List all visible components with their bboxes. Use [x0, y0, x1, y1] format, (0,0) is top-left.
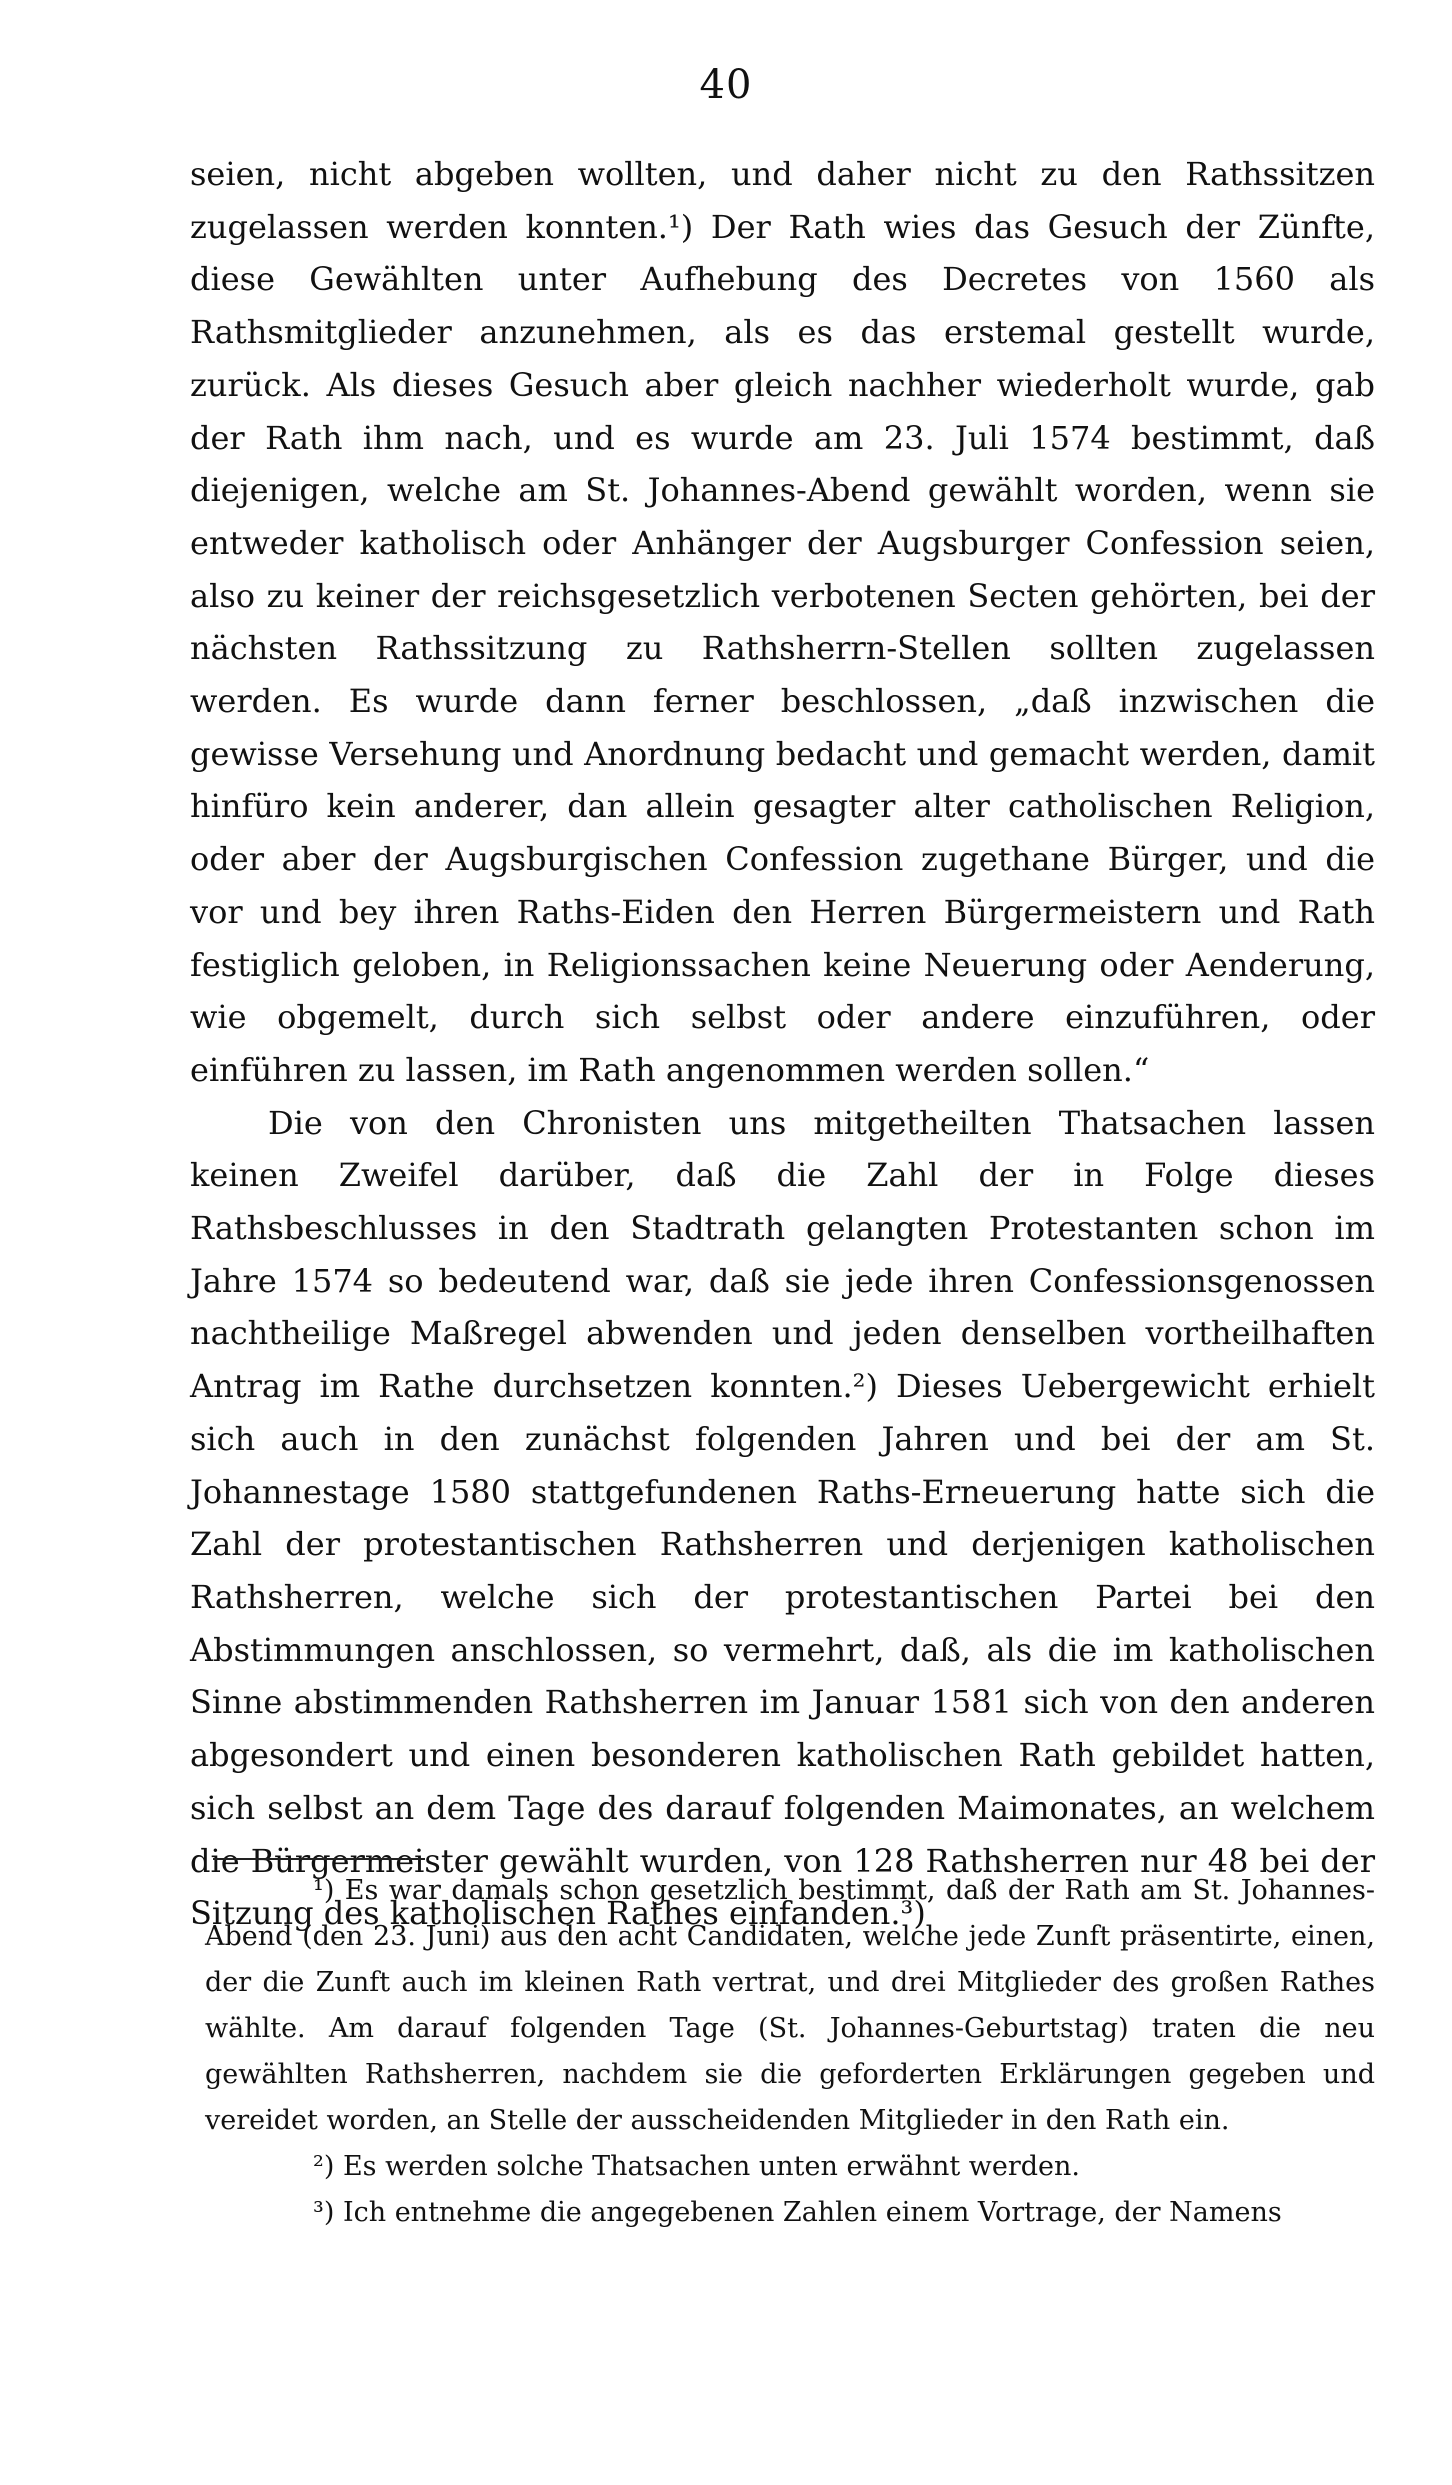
footnotes — [205, 1868, 1375, 2236]
main-text — [190, 148, 1375, 1940]
footnote-divider — [213, 1858, 425, 1860]
page-number: 40 — [699, 62, 753, 108]
paragraph-1: seien, nicht abgeben wollten, und daher nicht zu den Rathssitzen zugelassen werden konnten.¹) Der Rath wies das Gesuch der Zünfte, diese Gewählten unter Aufhebung des Decretes von 1560 als Rathsmitglieder anzunehmen, als es das erstemal gestellt wurde, zurück. Als dieses Gesuch aber gleich nachher wiederholt wurde, gab der Rath ihm nach, und es wurde am 23. Juli 1574 bestimmt, daß diejenigen, welche am St. Johannes-Abend gewählt worden, wenn sie entweder katholisch oder Anhänger der Augsburger Confession seien, also zu keiner der reichsgesetzlich verbotenen Secten gehörten, bei der nächsten Rathssitzung zu Rathsherrn-Stellen sollten zugelassen werden. Es wurde dann ferner beschlossen, „daß inzwischen die gewisse Versehung und Anordnung bedacht und gemacht werden, damit hinfüro kein anderer, dan allein gesagter alter catholischen Religion, oder aber der Augsburgischen Confession zugethane Bürger, und die vor und bey ihren Raths-Eiden den Herren Bürgermeistern und Rath festiglich geloben, in Religionssachen keine Neuerung oder Aenderung, wie obgemelt, durch sich selbst oder andere einzuführen, oder einführen zu lassen, im Rath angenommen werden sollen.“ — [190, 155, 1375, 1089]
footnote-3: ³) Ich entnehme die angegebenen Zahlen einem Vortrage, der Namens — [313, 2197, 1282, 2228]
paragraph-2: Die von den Chronisten uns mitgetheilten Thatsachen lassen keinen Zweifel darüber, daß die Zahl der in Folge dieses Rathsbeschlusses in den Stadtrath gelangten Protestanten schon im Jahre 1574 so bedeutend war, daß sie jede ihren Confessionsgenossen nachtheilige Maßregel abwenden und jeden denselben vortheilhaften Antrag im Rathe durchsetzen konnten.²) Dieses Uebergewicht erhielt sich auch in den zunächst folgenden Jahren und bei der am St. Johannestage 1580 stattgefundenen Raths-Erneuerung hatte sich die Zahl der protestantischen Rathsherren und derjenigen katholischen Rathsherren, welche sich der protestantischen Partei bei den Abstimmungen anschlossen, so vermehrt, daß, als die im katholischen Sinne abstimmenden Rathsherren im Januar 1581 sich von den anderen abgesondert und einen besonderen katholischen Rath gebildet hatten, sich selbst an dem Tage des darauf folgenden Maimonates, an welchem die Bürgermeister gewählt wurden, von 128 Rathsherren nur 48 bei der Sitzung des katholischen Rathes einfanden.³) — [190, 1103, 1375, 1933]
footnote-2: ²) Es werden solche Thatsachen unten erwähnt werden. — [313, 2151, 1081, 2182]
footnote-1: ¹) Es war damals schon gesetzlich bestimmt, daß der Rath am St. Johannes-Abend (den 23. Juni) aus den acht Candidaten, welche jede Zunft präsentirte, einen, der die Zunft auch im kleinen Rath vertrat, und drei Mitglieder des großen Rathes wählte. Am darauf folgenden Tage (St. Johannes-Geburtstag) traten die neu gewählten Rathsherren, nachdem sie die geforderten Erklärungen gegeben und vereidet worden, an Stelle der ausscheidenden Mitglieder in den Rath ein. — [205, 1875, 1375, 2136]
